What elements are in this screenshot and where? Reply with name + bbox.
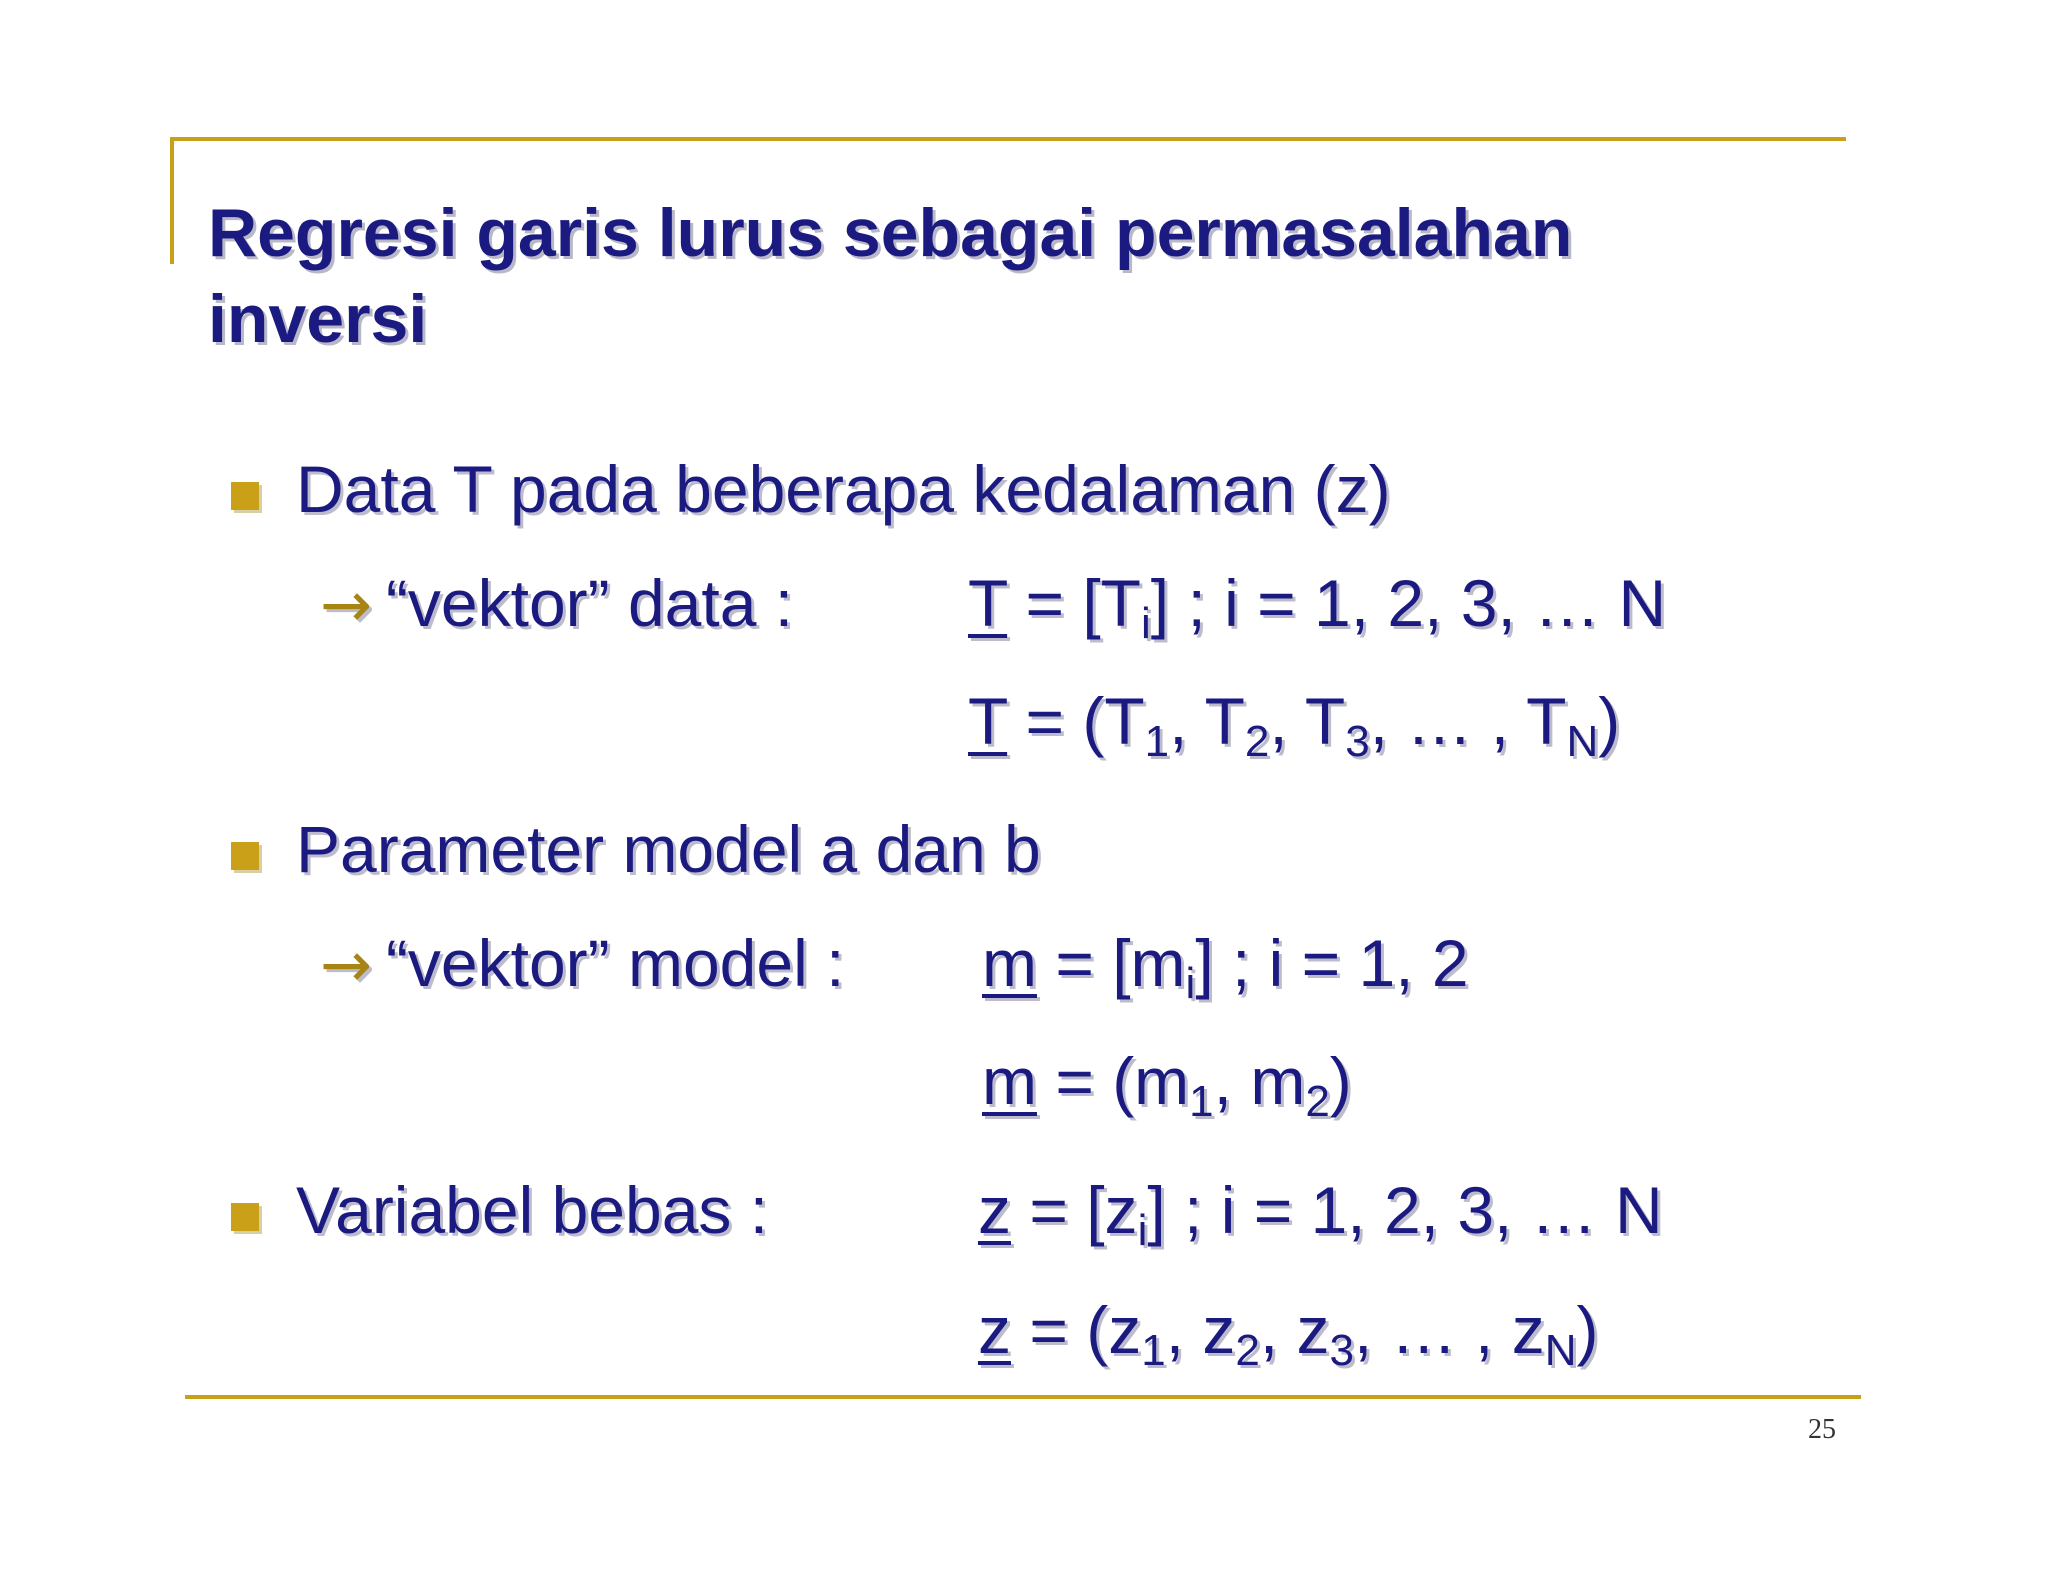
vector-var: m (982, 1044, 1037, 1118)
square-bullet-icon (231, 482, 259, 510)
square-bullet-icon (231, 1203, 259, 1231)
vector-var: z (978, 1173, 1011, 1247)
right-arrow-icon: → (320, 928, 372, 1001)
bullet-2-label: Parameter model a dan b (296, 812, 1041, 886)
model-vector-eq-2: $m = (m_1$, $m_2$) (982, 1044, 1352, 1126)
right-arrow-icon: → (320, 568, 372, 641)
bullet-3-label: Variabel bebas : (296, 1173, 769, 1247)
vector-var: z (978, 1293, 1011, 1367)
vector-var: T (968, 684, 1008, 758)
vector-var: T (968, 566, 1008, 640)
model-vector-eq-1: $m = [m_i]$ ; i = 1, 2 (982, 926, 1469, 1008)
data-vector-eq-1: $T = [T_i]$ ; i = 1, 2, 3, … N (968, 566, 1667, 648)
z-vector-eq-2: $z = (z_1$, $z_2$, $z_3$, … , $z_N$) (978, 1293, 1599, 1375)
left-rule (170, 137, 174, 264)
page-number: 25 (1808, 1414, 1836, 1445)
bottom-rule (185, 1395, 1861, 1399)
bullet-1-sub-label: “vektor” data : (385, 566, 794, 640)
slide-title: Regresi garis lurus sebagai permasalahan inversi (208, 195, 1573, 357)
bullet-1-label: Data T pada beberapa kedalaman (z) (296, 452, 1391, 526)
bullet-2-sub-label: “vektor” model : (385, 926, 845, 1000)
bullet-2-subline (320, 923, 844, 1005)
bullet-1-subline (320, 563, 793, 645)
top-rule (170, 137, 1846, 141)
square-bullet-icon (231, 842, 259, 870)
data-vector-eq-2: $T = (T_1$, $T_2$, $T_3$, … , $T_N$) (968, 684, 1621, 766)
z-vector-eq-1: $z = [z_i]$ ; i = 1, 2, 3, … N (978, 1173, 1663, 1255)
vector-var: m (982, 926, 1037, 1000)
